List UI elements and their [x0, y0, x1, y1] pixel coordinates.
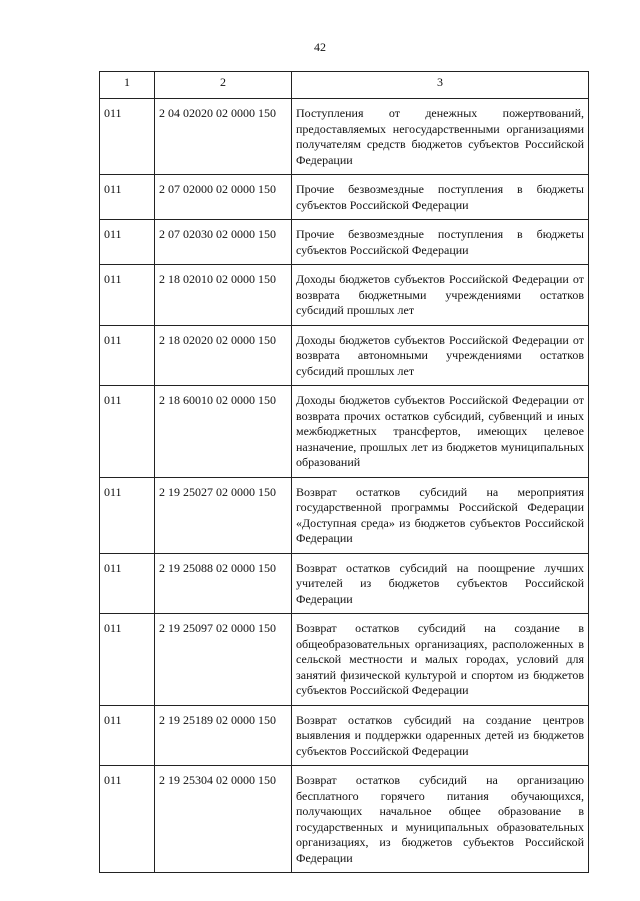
admin-code-cell: 011 — [100, 175, 155, 220]
description-cell: Доходы бюджетов субъектов Российской Федерации от возврата бюджетными учреждениями остатков субсидий прошлых лет — [292, 265, 589, 326]
table-row — [100, 553, 589, 614]
description-cell: Возврат остатков субсидий на создание в общеобразовательных организациях, расположенных в сельской местности и малых городах, условий для занятий физической культурой и спортом из бюджетов субъектов Российской Федерации — [292, 614, 589, 706]
table-row — [100, 220, 589, 265]
table-row — [100, 325, 589, 386]
revenue-code-cell: 2 19 25304 02 0000 150 — [155, 766, 292, 873]
admin-code-cell: 011 — [100, 220, 155, 265]
table-row — [100, 175, 589, 220]
admin-code-cell: 011 — [100, 477, 155, 553]
description-cell: Возврат остатков субсидий на создание центров выявления и поддержки одаренных детей из бюджетов субъектов Российской Федерации — [292, 705, 589, 766]
admin-code-cell: 011 — [100, 386, 155, 478]
description-cell: Возврат остатков субсидий на поощрение лучших учителей из бюджетов субъектов Российской Федерации — [292, 553, 589, 614]
description-cell: Возврат остатков субсидий на мероприятия государственной программы Российской Федерации «Доступная среда» из бюджетов субъектов Российской Федерации — [292, 477, 589, 553]
admin-code-cell: 011 — [100, 265, 155, 326]
table-row — [100, 477, 589, 553]
description-cell: Прочие безвозмездные поступления в бюджеты субъектов Российской Федерации — [292, 175, 589, 220]
revenue-code-cell: 2 07 02000 02 0000 150 — [155, 175, 292, 220]
column-header-2: 2 — [155, 72, 292, 99]
column-header-1: 1 — [100, 72, 155, 99]
description-cell: Поступления от денежных пожертвований, предоставляемых негосударственными организациями получателям средств бюджетов субъектов Российской Федерации — [292, 99, 589, 175]
admin-code-cell: 011 — [100, 614, 155, 706]
revenue-code-cell: 2 19 25027 02 0000 150 — [155, 477, 292, 553]
description-cell: Доходы бюджетов субъектов Российской Федерации от возврата автономными учреждениями остатков субсидий прошлых лет — [292, 325, 589, 386]
description-cell: Доходы бюджетов субъектов Российской Федерации от возврата прочих остатков субсидий, субвенций и иных межбюджетных трансфертов, имеющих целевое назначение, прошлых лет из бюджетов муниципальных образований — [292, 386, 589, 478]
description-cell: Прочие безвозмездные поступления в бюджеты субъектов Российской Федерации — [292, 220, 589, 265]
table-row — [100, 614, 589, 706]
revenue-code-cell: 2 07 02030 02 0000 150 — [155, 220, 292, 265]
table-row — [100, 99, 589, 175]
admin-code-cell: 011 — [100, 553, 155, 614]
table-header-row — [100, 72, 589, 99]
revenue-code-cell: 2 19 25189 02 0000 150 — [155, 705, 292, 766]
revenue-code-cell: 2 19 25097 02 0000 150 — [155, 614, 292, 706]
revenue-code-cell: 2 18 02020 02 0000 150 — [155, 325, 292, 386]
page-number: 42 — [314, 40, 326, 54]
admin-code-cell: 011 — [100, 705, 155, 766]
table-row — [100, 766, 589, 873]
revenue-code-cell: 2 18 02010 02 0000 150 — [155, 265, 292, 326]
revenue-codes-table — [99, 71, 589, 873]
table-row — [100, 386, 589, 478]
admin-code-cell: 011 — [100, 766, 155, 873]
column-header-3: 3 — [292, 72, 589, 99]
admin-code-cell: 011 — [100, 325, 155, 386]
table-row — [100, 265, 589, 326]
revenue-code-cell: 2 19 25088 02 0000 150 — [155, 553, 292, 614]
revenue-code-cell: 2 18 60010 02 0000 150 — [155, 386, 292, 478]
description-cell: Возврат остатков субсидий на организацию бесплатного горячего питания обучающихся, получающих начальное общее образование в государственных и муниципальных образовательных организациях, из бюджетов субъектов Российской Федерации — [292, 766, 589, 873]
table-row — [100, 705, 589, 766]
revenue-code-cell: 2 04 02020 02 0000 150 — [155, 99, 292, 175]
admin-code-cell: 011 — [100, 99, 155, 175]
